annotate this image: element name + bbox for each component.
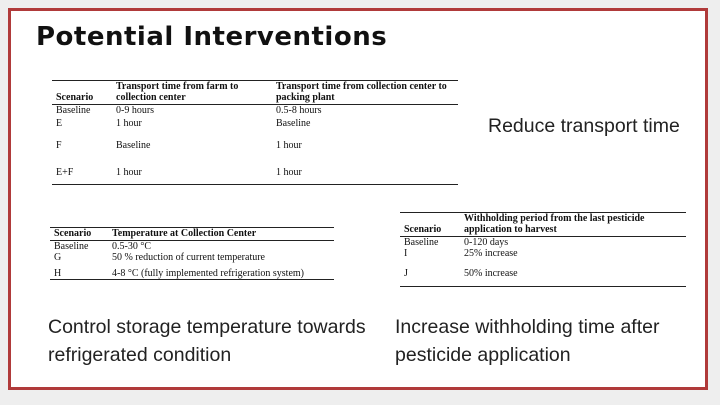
table-cell: J (404, 268, 408, 279)
table-row (400, 248, 686, 268)
table-cell: 0-120 days (464, 237, 509, 248)
storage-caption: Control storage temperature towards refrigerated condition (48, 316, 366, 366)
table-row (50, 241, 334, 253)
header-cell: Transport time from farm to collection center (116, 81, 239, 103)
header-cell: Withholding period from the last pesticide application to harvest (464, 213, 645, 235)
table-cell: Baseline (404, 237, 439, 248)
transport-time-table (52, 80, 458, 185)
table-cell: 0.5-8 hours (276, 105, 322, 116)
table-cell: 50 % reduction of current temperature (112, 252, 265, 263)
table-header-row (400, 213, 686, 237)
header-cell: Temperature at Collection Center (112, 228, 257, 239)
table-cell: 1 hour (276, 166, 302, 178)
table-cell: I (404, 248, 408, 259)
table-header-row (52, 81, 458, 105)
header-cell: Scenario (54, 228, 92, 239)
table-cell: 1 hour (116, 117, 142, 129)
table-row (52, 118, 458, 140)
table-cell: Baseline (56, 105, 91, 116)
table-cell: Baseline (276, 117, 311, 129)
table-cell: F (56, 139, 62, 151)
table-cell: E+F (56, 166, 74, 178)
withholding-period-table (400, 212, 686, 287)
header-cell: Transport time from collection center to packing plant (276, 81, 447, 103)
table-row (400, 237, 686, 249)
table-cell: 4-8 °C (fully implemented refrigeration system) (112, 268, 305, 279)
table-cell: E (56, 117, 63, 129)
table-cell: Baseline (116, 139, 151, 151)
temperature-table (50, 227, 334, 280)
table-cell: 50% increase (464, 268, 518, 279)
table-row (52, 140, 458, 167)
table-row (50, 252, 334, 268)
header-cell: Scenario (404, 224, 442, 235)
table-header-row (50, 228, 334, 241)
header-cell: Scenario (56, 92, 94, 103)
withholding-caption: Increase withholding time after pesticide application (395, 316, 660, 366)
table-cell: 0-9 hours (116, 105, 155, 116)
transport-caption: Reduce transport time (488, 115, 680, 137)
table-cell: H (54, 268, 62, 279)
table-cell: 0.5-30 °C (112, 241, 151, 252)
table-cell: 25% increase (464, 248, 518, 259)
table-row (52, 167, 458, 185)
table-cell: Baseline (54, 241, 89, 252)
table-cell: G (54, 252, 62, 263)
table-cell: 1 hour (276, 139, 302, 151)
table-row (50, 268, 334, 280)
table-row (400, 268, 686, 286)
table-cell: 1 hour (116, 166, 142, 178)
slide-title: Potential Interventions (36, 22, 388, 52)
table-row (52, 105, 458, 118)
